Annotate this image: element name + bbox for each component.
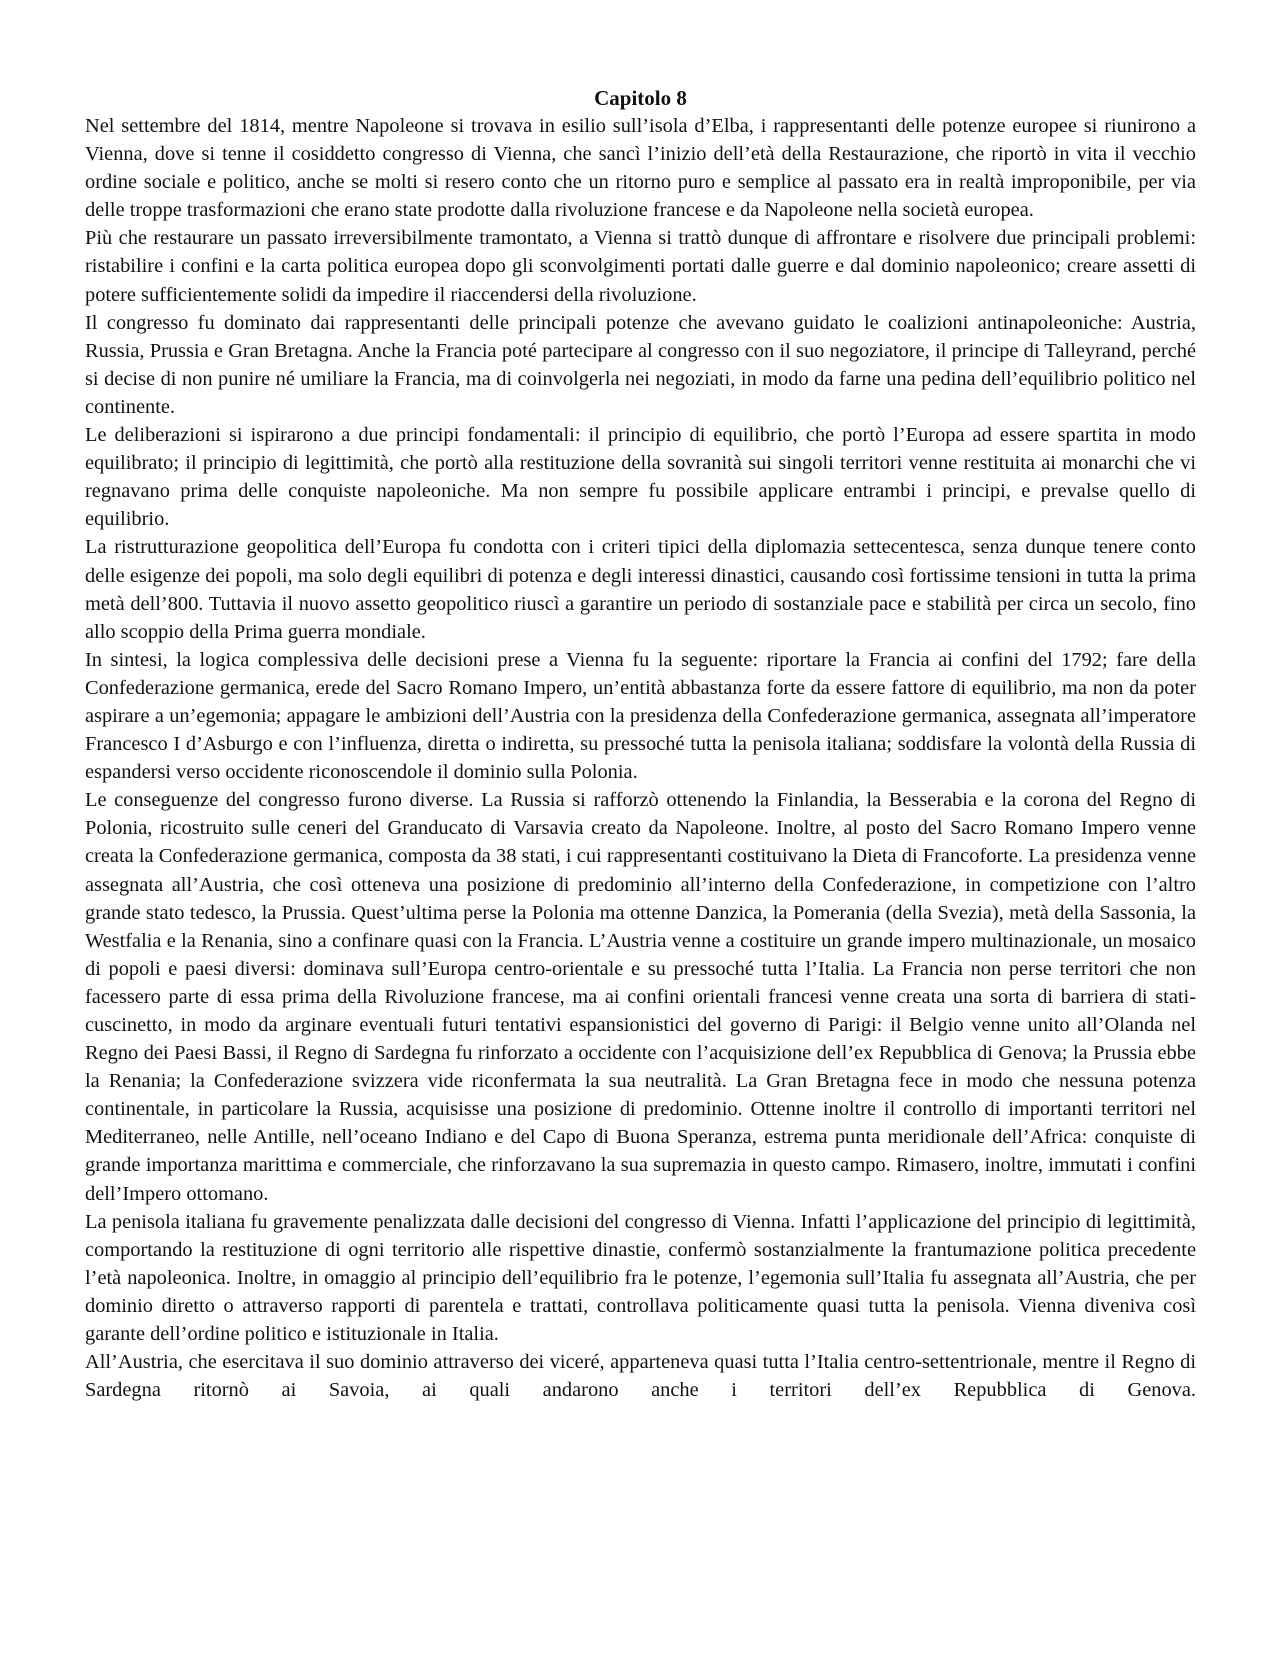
paragraph: All’Austria, che esercitava il suo dominio attraverso dei viceré, apparteneva quasi tutta l’Italia centro-settentrionale, mentre il Regno di Sardegna ritornò ai Savoia, ai quali andarono anche i territori dell’ex Repubblica di Genova. bbox=[85, 1351, 1196, 1402]
paragraph: La ristrutturazione geopolitica dell’Europa fu condotta con i criteri tipici della diplomazia settecentesca, senza dunque tenere conto delle esigenze dei popoli, ma solo degli equilibri di potenza e degli interessi dinastici, causando così fortissime tensioni in tutta la prima metà dell’800. Tuttavia il nuovo assetto geopolitico riuscì a garantire un periodo di sostanziale pace e stabilità per circa un secolo, fino allo scoppio della Prima guerra mondiale. bbox=[85, 536, 1196, 643]
chapter-title: Capitolo 8 bbox=[594, 86, 687, 110]
paragraph: Le conseguenze del congresso furono diverse. La Russia si rafforzò ottenendo la Finlandia, la Besserabia e la corona del Regno di Polonia, ricostruito sulle ceneri del Granducato di Varsavia creato da Napoleone. Inoltre, al posto del Sacro Romano Impero venne creata la Confederazione germanica, composta da 38 stati, i cui rappresentanti costituivano la Dieta di Francoforte. La presidenza venne assegnata all’Austria, che così otteneva una posizione di predominio all’interno della Confederazione, in competizione con l’altro grande stato tedesco, la Prussia. Quest’ultima perse la Polonia ma ottenne Danzica, la Pomerania (della Svezia), metà della Sassonia, la Westfalia e la Renania, sino a confinare quasi con la Francia. L’Austria venne a costituire un grande impero multinazionale, un mosaico di popoli e paesi diversi: dominava sull’Europa centro-orientale e su pressoché tutta l’Italia. La Francia non perse territori che non facessero parte di essa prima della Rivoluzione francese, ma ai confini orientali francesi venne creata una sorta di barriera di stati-cuscinetto, in modo da arginare eventuali futuri tentativi espansionistici del governo di Parigi: il Belgio venne unito all’Olanda nel Regno dei Paesi Bassi, il Regno di Sardegna fu rinforzato a occidente con l’acquisizione dell’ex Repubblica di Genova; la Prussia ebbe la Renania; la Confederazione svizzera vide riconfermata la sua neutralità. La Gran Bretagna fece in modo che nessuna potenza continentale, in particolare la Russia, acquisisse una posizione di predominio. Ottenne inoltre il controllo di importanti territori nel Mediterraneo, nelle Antille, nell’oceano Indiano e del Capo di Buona Speranza, estrema punta meridionale dell’Africa: conquiste di grande importanza marittima e commerciale, che rinforzavano la sua supremazia in questo campo. Rimasero, inoltre, immutati i confini dell’Impero ottomano. bbox=[85, 789, 1196, 1205]
paragraph: Nel settembre del 1814, mentre Napoleone si trovava in esilio sull’isola d’Elba, i rappresentanti delle potenze europee si riunirono a Vienna, dove si tenne il cosiddetto congresso di Vienna, che sancì l’inizio dell’età della Restaurazione, che riportò in vita il vecchio ordine sociale e politico, anche se molti si resero conto che un ritorno puro e semplice al passato era in realtà improponibile, per via delle troppe trasformazioni che erano state prodotte dalla rivoluzione francese e da Napoleone nella società europea. bbox=[85, 115, 1196, 222]
paragraph: La penisola italiana fu gravemente penalizzata dalle decisioni del congresso di Vienna. Infatti l’applicazione del principio di legittimità, comportando la restituzione di ogni territorio alle rispettive dinastie, confermò sostanzialmente la frantumazione politica precedente l’età napoleonica. Inoltre, in omaggio al principio dell’equilibrio fra le potenze, l’egemonia sull’Italia fu assegnata all’Austria, che per dominio diretto o attraverso rapporti di parentela e trattati, controllava politicamente quasi tutta la penisola. Vienna diveniva così garante dell’ordine politico e istituzionale in Italia. bbox=[85, 1210, 1196, 1346]
document-page bbox=[85, 84, 1196, 1404]
paragraph: In sintesi, la logica complessiva delle decisioni prese a Vienna fu la seguente: riportare la Francia ai confini del 1792; fare della Confederazione germanica, erede del Sacro Romano Impero, un’entità abbastanza forte da essere fattore di equilibrio, ma non da poter aspirare a un’egemonia; appagare le ambizioni dell’Austria con la presidenza della Confederazione germanica, assegnata all’imperatore Francesco I d’Asburgo e con l’influenza, diretta o indiretta, su pressoché tutta la penisola italiana; soddisfare la volontà della Russia di espandersi verso occidente riconoscendole il dominio sulla Polonia. bbox=[85, 648, 1196, 784]
paragraph: Le deliberazioni si ispirarono a due principi fondamentali: il principio di equilibrio, che portò l’Europa ad essere spartita in modo equilibrato; il principio di legittimità, che portò alla restituzione della sovranità sui singoli territori venne restituita ai monarchi che vi regnavano prima delle conquiste napoleoniche. Ma non sempre fu possibile applicare entrambi i principi, e prevalse quello di equilibrio. bbox=[85, 424, 1196, 531]
paragraph: Il congresso fu dominato dai rappresentanti delle principali potenze che avevano guidato le coalizioni antinapoleoniche: Austria, Russia, Prussia e Gran Bretagna. Anche la Francia poté partecipare al congresso con il suo negoziatore, il principe di Talleyrand, perché si decise di non punire né umiliare la Francia, ma di coinvolgerla nei negoziati, in modo da farne una pedina dell’equilibrio politico nel continente. bbox=[85, 311, 1196, 418]
paragraph: Più che restaurare un passato irreversibilmente tramontato, a Vienna si trattò dunque di affrontare e risolvere due principali problemi: ristabilire i confini e la carta politica europea dopo gli sconvolgimenti portati dalle guerre e dal dominio napoleonico; creare assetti di potere sufficientemente solidi da impedire il riaccendersi della rivoluzione. bbox=[85, 227, 1196, 306]
